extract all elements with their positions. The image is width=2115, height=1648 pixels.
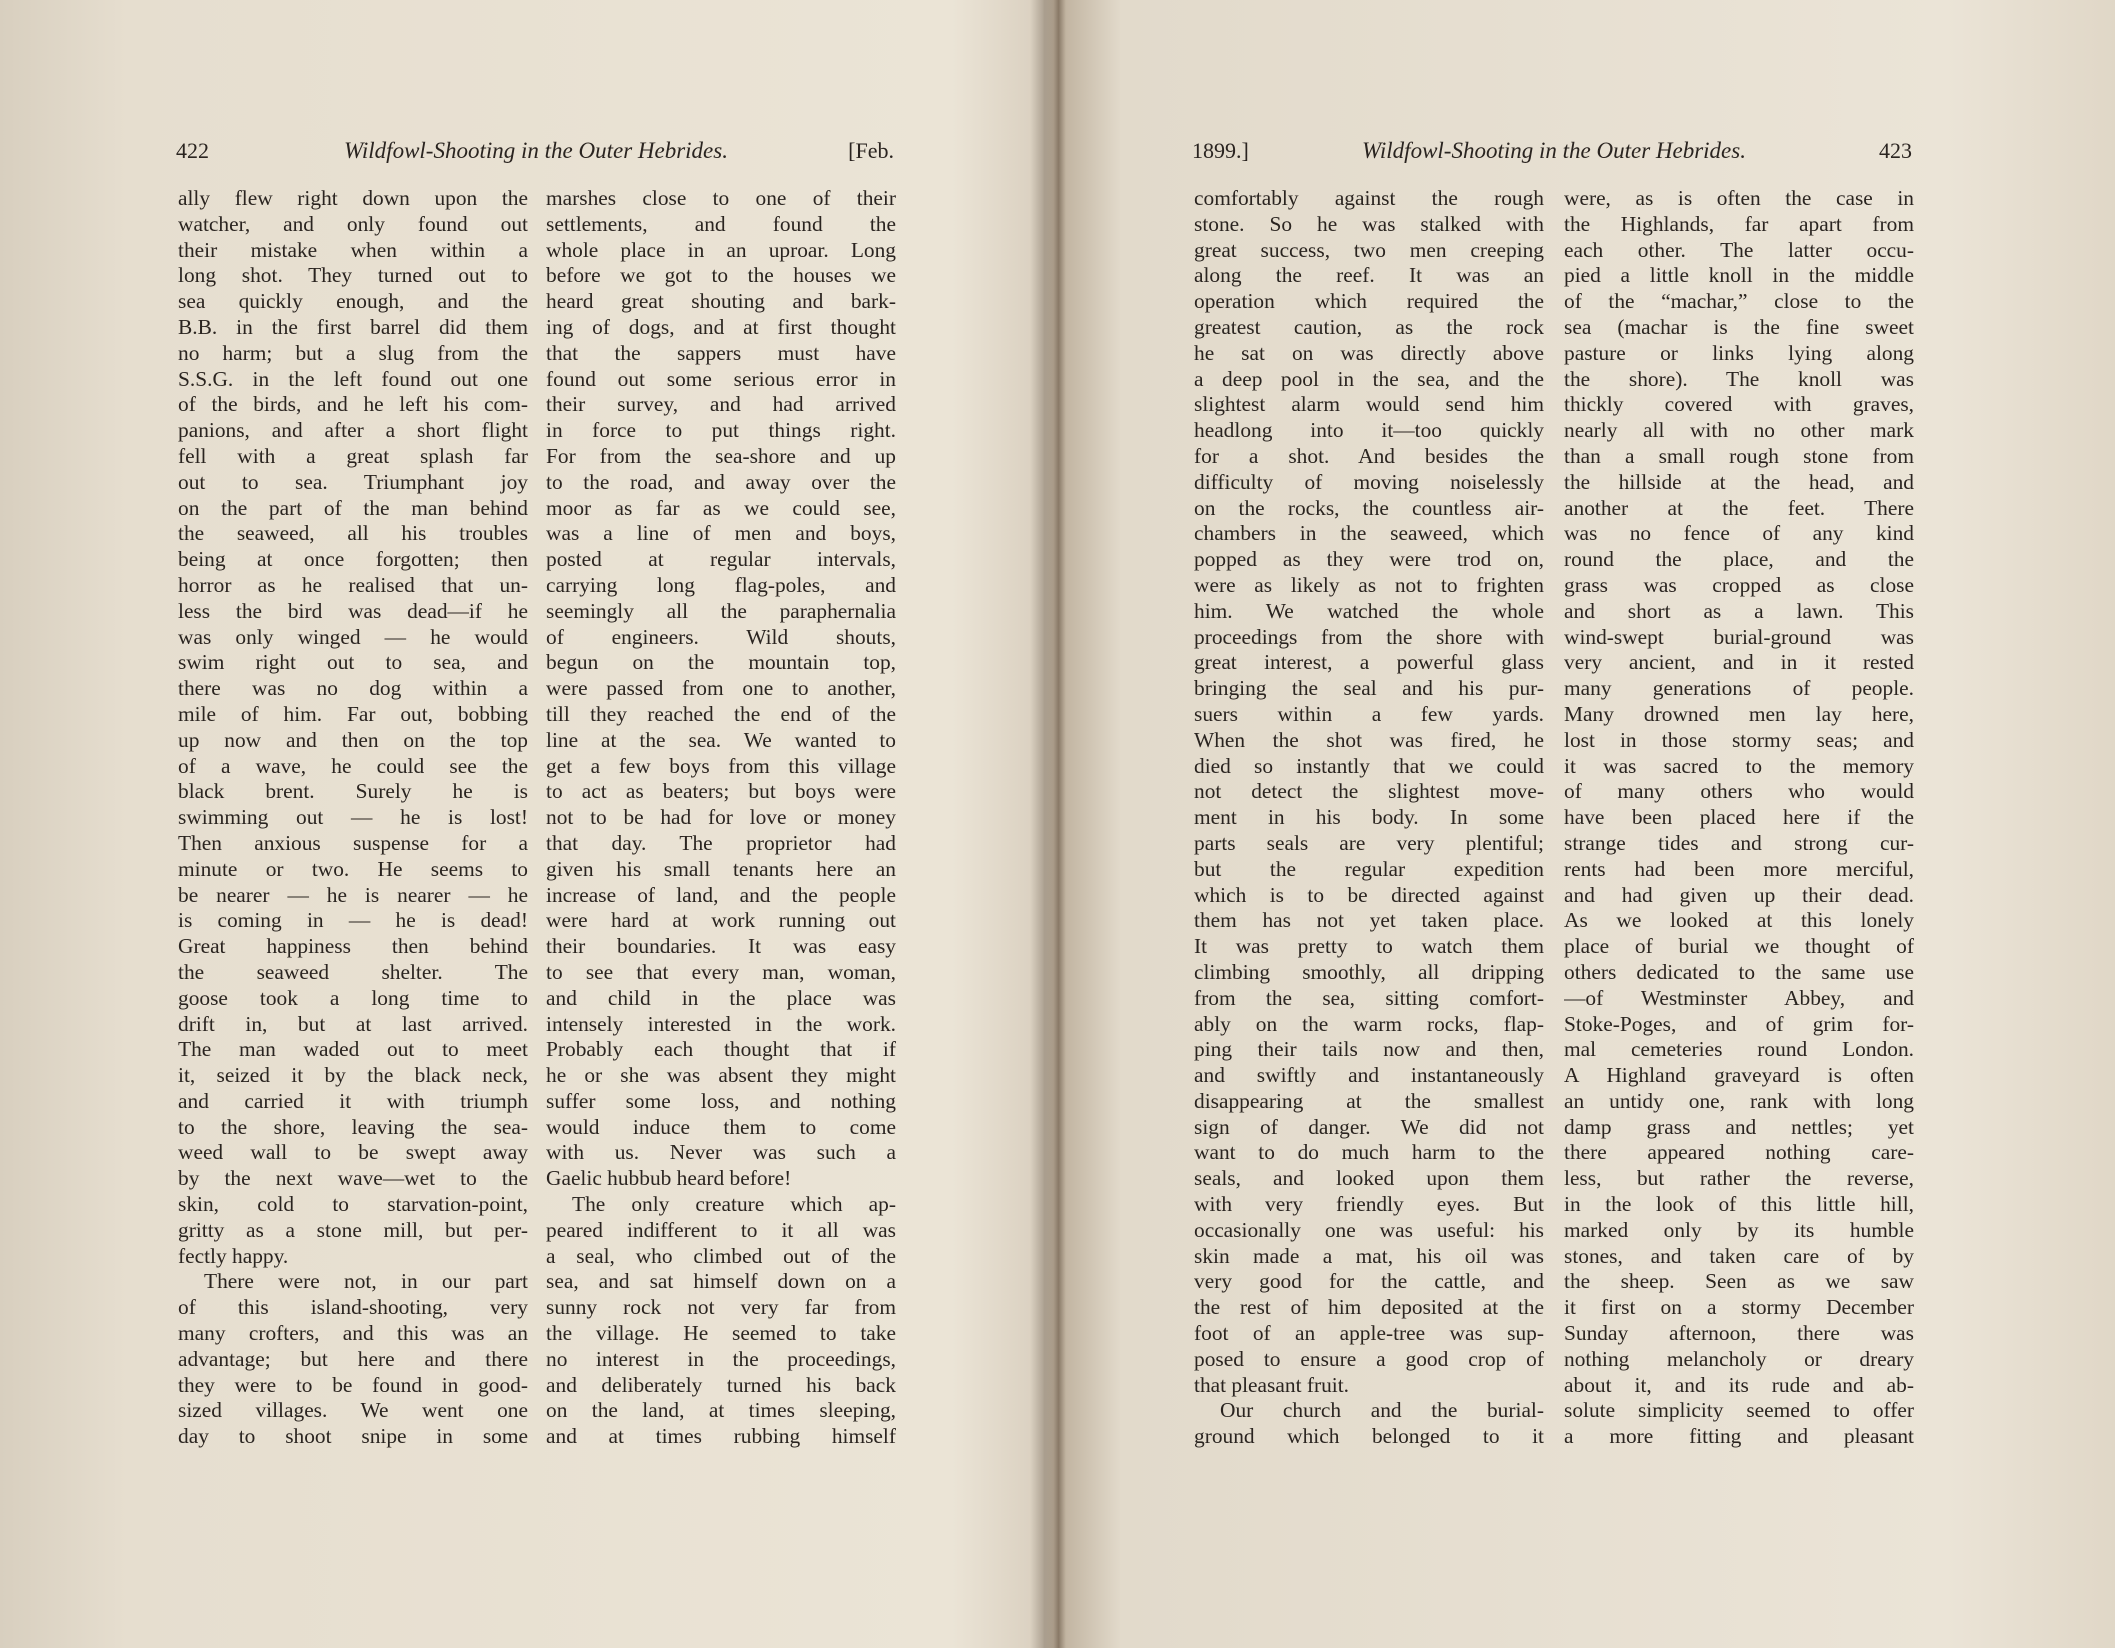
- text-line: drift in, but at last arrived.: [178, 1011, 528, 1036]
- text-line: of the “machar,” close to the: [1564, 289, 1914, 314]
- text-line: very good for the cattle, and: [1194, 1269, 1544, 1294]
- text-line: the hillside at the head, and: [1564, 469, 1914, 494]
- text-line: on the land, at times sleeping,: [546, 1398, 896, 1423]
- text-line: suers within a few yards.: [1194, 701, 1544, 726]
- text-line: ally flew right down upon the: [178, 186, 528, 210]
- text-line: a seal, who climbed out of the: [546, 1243, 896, 1268]
- text-line: the Highlands, far apart from: [1564, 211, 1914, 236]
- text-line: of this island-shooting, very: [178, 1295, 528, 1320]
- text-line: horror as he realised that un-: [178, 572, 528, 597]
- text-line: marshes close to one of their: [546, 186, 896, 210]
- text-line: There were not, in our part: [204, 1269, 528, 1294]
- text-line: was only winged — he would: [178, 624, 528, 649]
- text-line: skin, cold to starvation-point,: [178, 1192, 528, 1217]
- text-line: that pleasant fruit.: [1194, 1372, 1350, 1397]
- text-line: it was sacred to the memory: [1564, 753, 1914, 778]
- text-line: and short as a lawn. This: [1564, 598, 1914, 623]
- text-line: nearly all with no other mark: [1564, 418, 1914, 443]
- text-line: skin made a mat, his oil was: [1194, 1243, 1544, 1268]
- text-line: bringing the seal and his pur-: [1194, 676, 1544, 701]
- text-line: were hard at work running out: [546, 908, 896, 933]
- text-line: Great happiness then behind: [178, 934, 528, 959]
- text-line: damp grass and nettles; yet: [1564, 1114, 1914, 1139]
- text-line: Stoke-Poges, and of grim for-: [1564, 1011, 1914, 1036]
- text-line: The only creature which ap-: [572, 1192, 896, 1217]
- text-line: Probably each thought that if: [546, 1037, 896, 1062]
- text-line: a more fitting and pleasant: [1564, 1424, 1914, 1449]
- text-line: would induce them to come: [546, 1114, 896, 1139]
- text-line: was a line of men and boys,: [546, 521, 896, 546]
- text-line: he sat on was directly above: [1194, 340, 1544, 365]
- text-line: that day. The proprietor had: [546, 830, 896, 855]
- text-line: died so instantly that we could: [1194, 753, 1544, 778]
- text-line: it first on a stormy December: [1564, 1295, 1914, 1320]
- text-line: them has not yet taken place.: [1194, 908, 1544, 933]
- left-page: [176, 0, 896, 1648]
- text-line: be nearer — he is nearer — he: [178, 882, 528, 907]
- text-line: comfortably against the rough: [1194, 186, 1544, 210]
- text-line: in the look of this little hill,: [1564, 1192, 1914, 1217]
- text-line: out to sea. Triumphant joy: [178, 469, 528, 494]
- text-line: solute simplicity seemed to offer: [1564, 1398, 1914, 1423]
- text-line: he or she was absent they might: [546, 1063, 896, 1088]
- text-line: sized villages. We went one: [178, 1398, 528, 1423]
- text-line: strange tides and strong cur-: [1564, 830, 1914, 855]
- text-line: carrying long flag-poles, and: [546, 572, 896, 597]
- text-line: settlements, and found the: [546, 211, 896, 236]
- text-line: watcher, and only found out: [178, 211, 528, 236]
- text-line: given his small tenants here an: [546, 856, 896, 881]
- text-line: chambers in the seaweed, which: [1194, 521, 1544, 546]
- text-line: operation which required the: [1194, 289, 1544, 314]
- text-line: popped as they were trod on,: [1194, 547, 1544, 572]
- text-line: the seaweed shelter. The: [178, 959, 528, 984]
- text-line: Sunday afternoon, there was: [1564, 1321, 1914, 1346]
- text-line: panions, and after a short flight: [178, 418, 528, 443]
- text-line: S.S.G. in the left found out one: [178, 366, 528, 391]
- text-line: swimming out — he is lost!: [178, 805, 528, 830]
- text-line: a deep pool in the sea, and the: [1194, 366, 1544, 391]
- text-line: the sheep. Seen as we saw: [1564, 1269, 1914, 1294]
- text-line: and carried it with triumph: [178, 1088, 528, 1113]
- text-column: [546, 186, 896, 1450]
- text-line: it, seized it by the black neck,: [178, 1063, 528, 1088]
- text-line: before we got to the houses we: [546, 263, 896, 288]
- text-line: very ancient, and in it rested: [1564, 650, 1914, 675]
- text-line: disappearing at the smallest: [1194, 1088, 1544, 1113]
- text-line: greatest caution, as the rock: [1194, 314, 1544, 339]
- text-line: and had given up their dead.: [1564, 882, 1914, 907]
- text-line: increase of land, and the people: [546, 882, 896, 907]
- page-number: 423: [1879, 138, 1912, 163]
- text-line: along the reef. It was an: [1194, 263, 1544, 288]
- text-column: [1564, 186, 1914, 1450]
- text-line: —of Westminster Abbey, and: [1564, 985, 1914, 1010]
- text-line: pied a little knoll in the middle: [1564, 263, 1914, 288]
- text-line: posted at regular intervals,: [546, 547, 896, 572]
- text-line: rents had been more merciful,: [1564, 856, 1914, 881]
- text-line: weed wall to be swept away: [178, 1140, 528, 1165]
- text-line: not to be had for love or money: [546, 805, 896, 830]
- text-line: marked only by its humble: [1564, 1217, 1914, 1242]
- text-line: Our church and the burial-: [1220, 1398, 1544, 1423]
- text-line: For from the sea-shore and up: [546, 443, 896, 468]
- text-line: the rest of him deposited at the: [1194, 1295, 1544, 1320]
- text-line: nothing melancholy or dreary: [1564, 1346, 1914, 1371]
- text-line: gritty as a stone mill, but per-: [178, 1217, 528, 1242]
- text-line: intensely interested in the work.: [546, 1011, 896, 1036]
- text-line: black brent. Surely he is: [178, 779, 528, 804]
- text-line: seals, and looked upon them: [1194, 1166, 1544, 1191]
- text-line: lost in those stormy seas; and: [1564, 727, 1914, 752]
- text-line: get a few boys from this village: [546, 753, 896, 778]
- text-line: to see that every man, woman,: [546, 959, 896, 984]
- text-line: want to do much harm to the: [1194, 1140, 1544, 1165]
- text-line: not detect the slightest move-: [1194, 779, 1544, 804]
- text-line: minute or two. He seems to: [178, 856, 528, 881]
- text-column: [1194, 186, 1544, 1450]
- running-title: Wildfowl-Shooting in the Outer Hebrides.: [1362, 138, 1746, 163]
- running-head-month: [Feb.: [848, 138, 894, 163]
- text-line: peared indifferent to it all was: [546, 1217, 896, 1242]
- text-line: but the regular expedition: [1194, 856, 1544, 881]
- running-title: Wildfowl-Shooting in the Outer Hebrides.: [344, 138, 728, 163]
- text-line: were as likely as not to frighten: [1194, 572, 1544, 597]
- text-line: on the rocks, the countless air-: [1194, 495, 1544, 520]
- text-line: heard great shouting and bark-: [546, 289, 896, 314]
- text-line: pasture or links lying along: [1564, 340, 1914, 365]
- text-line: As we looked at this lonely: [1564, 908, 1914, 933]
- text-line: goose took a long time to: [178, 985, 528, 1010]
- text-line: which is to be directed against: [1194, 882, 1544, 907]
- text-line: there was no dog within a: [178, 676, 528, 701]
- text-line: seemingly all the paraphernalia: [546, 598, 896, 623]
- text-line: of engineers. Wild shouts,: [546, 624, 896, 649]
- text-line: found out some serious error in: [546, 366, 896, 391]
- text-line: another at the feet. There: [1564, 495, 1914, 520]
- text-line: fectly happy.: [178, 1243, 289, 1268]
- right-page: [1192, 0, 1916, 1648]
- text-line: ably on the warm rocks, flap-: [1194, 1011, 1544, 1036]
- text-line: stone. So he was stalked with: [1194, 211, 1544, 236]
- text-line: on the part of the man behind: [178, 495, 528, 520]
- text-line: about it, and its rude and ab-: [1564, 1372, 1914, 1397]
- text-line: were passed from one to another,: [546, 676, 896, 701]
- text-line: and deliberately turned his back: [546, 1372, 896, 1397]
- text-line: great success, two men creeping: [1194, 237, 1544, 262]
- text-line: was no fence of any kind: [1564, 521, 1914, 546]
- text-line: of many others who would: [1564, 779, 1914, 804]
- text-line: and swiftly and instantaneously: [1194, 1063, 1544, 1088]
- text-line: to the shore, leaving the sea-: [178, 1114, 528, 1139]
- text-line: B.B. in the first barrel did them: [178, 314, 528, 339]
- text-line: others dedicated to the same use: [1564, 959, 1914, 984]
- text-line: whole place in an uproar. Long: [546, 237, 896, 262]
- text-line: their mistake when within a: [178, 237, 528, 262]
- text-line: and at times rubbing himself: [546, 1424, 896, 1449]
- text-line: occasionally one was useful: his: [1194, 1217, 1544, 1242]
- text-line: have been placed here if the: [1564, 805, 1914, 830]
- text-line: fell with a great splash far: [178, 443, 528, 468]
- text-line: from the sea, sitting comfort-: [1194, 985, 1544, 1010]
- text-line: many crofters, and this was an: [178, 1321, 528, 1346]
- text-line: Many drowned men lay here,: [1564, 701, 1914, 726]
- text-line: suffer some loss, and nothing: [546, 1088, 896, 1113]
- text-line: It was pretty to watch them: [1194, 934, 1544, 959]
- text-line: sea (machar is the fine sweet: [1564, 314, 1914, 339]
- text-line: an untidy one, rank with long: [1564, 1088, 1914, 1113]
- text-line: the seaweed, all his troubles: [178, 521, 528, 546]
- running-head-year: 1899.]: [1192, 138, 1249, 163]
- text-line: sunny rock not very far from: [546, 1295, 896, 1320]
- text-line: climbing smoothly, all dripping: [1194, 959, 1544, 984]
- text-line: than a small rough stone from: [1564, 443, 1914, 468]
- text-line: there appeared nothing care-: [1564, 1140, 1914, 1165]
- text-line: less, but rather the reverse,: [1564, 1166, 1914, 1191]
- text-line: grass was cropped as close: [1564, 572, 1914, 597]
- text-line: stones, and taken care of by: [1564, 1243, 1914, 1268]
- text-line: mal cemeteries round London.: [1564, 1037, 1914, 1062]
- text-line: ping their tails now and then,: [1194, 1037, 1544, 1062]
- text-line: slightest alarm would send him: [1194, 392, 1544, 417]
- text-line: were, as is often the case in: [1564, 186, 1914, 210]
- text-line: When the shot was fired, he: [1194, 727, 1544, 752]
- page-number: 422: [176, 138, 209, 163]
- text-line: they were to be found in good-: [178, 1372, 528, 1397]
- text-line: no interest in the proceedings,: [546, 1346, 896, 1371]
- text-line: sign of danger. We did not: [1194, 1114, 1544, 1139]
- text-line: swim right out to sea, and: [178, 650, 528, 675]
- text-line: till they reached the end of the: [546, 701, 896, 726]
- running-head-right: [1192, 138, 1916, 172]
- text-line: parts seals are very plentiful;: [1194, 830, 1544, 855]
- text-line: The man waded out to meet: [178, 1037, 528, 1062]
- text-line: line at the sea. We wanted to: [546, 727, 896, 752]
- text-line: of a wave, he could see the: [178, 753, 528, 778]
- text-line: by the next wave—wet to the: [178, 1166, 528, 1191]
- text-line: each other. The latter occu-: [1564, 237, 1914, 262]
- text-line: to act as beaters; but boys were: [546, 779, 896, 804]
- text-line: proceedings from the shore with: [1194, 624, 1544, 649]
- text-column: [178, 186, 528, 1450]
- text-line: for a shot. And besides the: [1194, 443, 1544, 468]
- text-line: being at once forgotten; then: [178, 547, 528, 572]
- text-line: many generations of people.: [1564, 676, 1914, 701]
- text-line: with very friendly eyes. But: [1194, 1192, 1544, 1217]
- text-line: that the sappers must have: [546, 340, 896, 365]
- book-spine: [1030, 0, 1060, 1648]
- text-line: advantage; but here and there: [178, 1346, 528, 1371]
- text-line: ground which belonged to it: [1194, 1424, 1544, 1449]
- text-line: mile of him. Far out, bobbing: [178, 701, 528, 726]
- text-line: A Highland graveyard is often: [1564, 1063, 1914, 1088]
- text-line: long shot. They turned out to: [178, 263, 528, 288]
- text-line: posed to ensure a good crop of: [1194, 1346, 1544, 1371]
- text-line: wind-swept burial-ground was: [1564, 624, 1914, 649]
- text-line: great interest, a powerful glass: [1194, 650, 1544, 675]
- text-line: headlong into it—too quickly: [1194, 418, 1544, 443]
- text-line: ment in his body. In some: [1194, 805, 1544, 830]
- text-line: to the road, and away over the: [546, 469, 896, 494]
- text-line: day to shoot snipe in some: [178, 1424, 528, 1449]
- text-line: place of burial we thought of: [1564, 934, 1914, 959]
- text-line: difficulty of moving noiselessly: [1194, 469, 1544, 494]
- text-line: with us. Never was such a: [546, 1140, 896, 1165]
- text-line: their boundaries. It was easy: [546, 934, 896, 959]
- text-line: is coming in — he is dead!: [178, 908, 528, 933]
- text-line: the village. He seemed to take: [546, 1321, 896, 1346]
- text-line: and child in the place was: [546, 985, 896, 1010]
- text-line: of the birds, and he left his com-: [178, 392, 528, 417]
- text-line: sea, and sat himself down on a: [546, 1269, 896, 1294]
- text-line: in force to put things right.: [546, 418, 896, 443]
- text-line: Gaelic hubbub heard before!: [546, 1166, 792, 1191]
- text-line: round the place, and the: [1564, 547, 1914, 572]
- text-line: him. We watched the whole: [1194, 598, 1544, 623]
- text-line: moor as far as we could see,: [546, 495, 896, 520]
- text-line: foot of an apple-tree was sup-: [1194, 1321, 1544, 1346]
- text-line: their survey, and had arrived: [546, 392, 896, 417]
- text-line: sea quickly enough, and the: [178, 289, 528, 314]
- text-line: up now and then on the top: [178, 727, 528, 752]
- text-line: no harm; but a slug from the: [178, 340, 528, 365]
- text-line: ing of dogs, and at first thought: [546, 314, 896, 339]
- text-line: less the bird was dead—if he: [178, 598, 528, 623]
- text-line: begun on the mountain top,: [546, 650, 896, 675]
- text-line: the shore). The knoll was: [1564, 366, 1914, 391]
- text-line: thickly covered with graves,: [1564, 392, 1914, 417]
- text-line: Then anxious suspense for a: [178, 830, 528, 855]
- running-head-left: [176, 138, 896, 172]
